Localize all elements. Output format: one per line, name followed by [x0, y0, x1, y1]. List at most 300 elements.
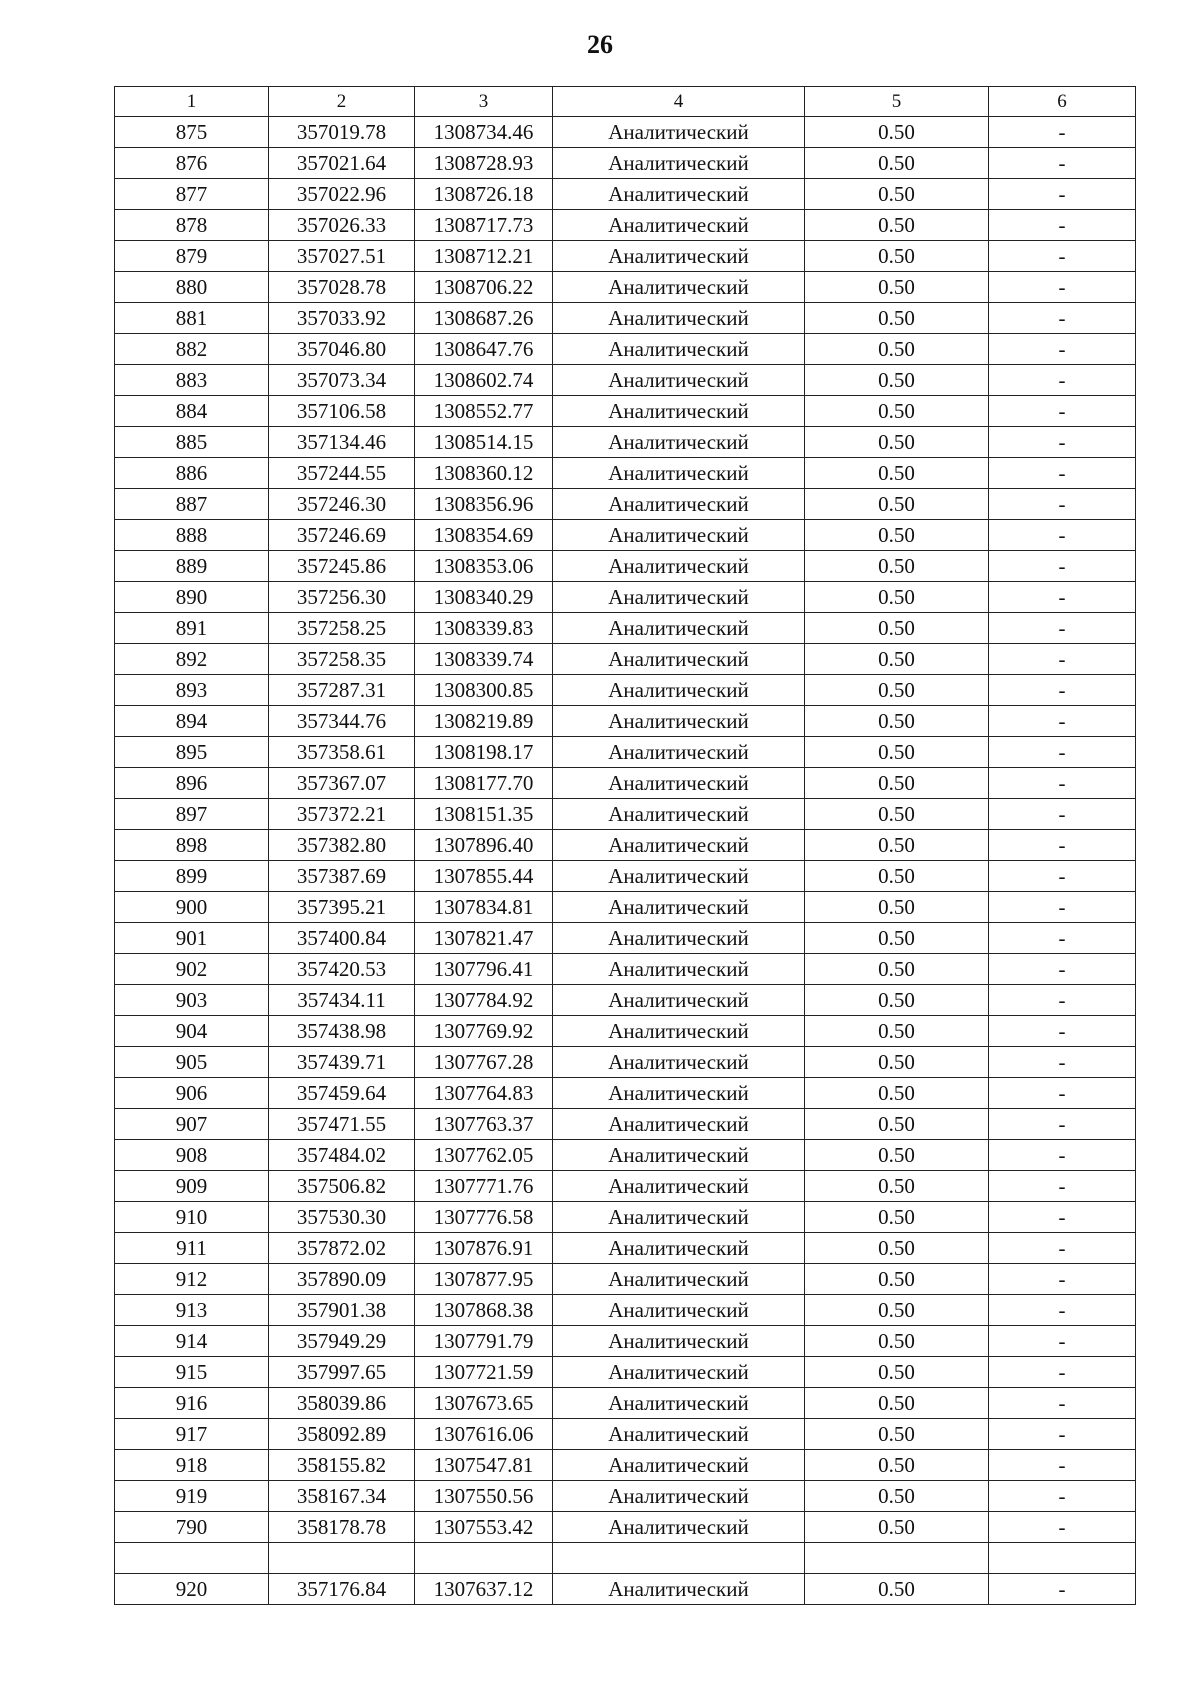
table-cell: 905: [115, 1047, 269, 1078]
table-cell: -: [989, 613, 1136, 644]
table-cell: 1308552.77: [415, 396, 553, 427]
table-cell: 790: [115, 1512, 269, 1543]
table-cell: 894: [115, 706, 269, 737]
table-cell: 357244.55: [269, 458, 415, 489]
table-cell: 0.50: [805, 830, 989, 861]
table-cell: 886: [115, 458, 269, 489]
table-cell: 357073.34: [269, 365, 415, 396]
table-cell: 875: [115, 117, 269, 148]
table-row: [115, 241, 1136, 272]
table-row: [115, 923, 1136, 954]
table-cell: 909: [115, 1171, 269, 1202]
table-cell: 1307767.28: [415, 1047, 553, 1078]
table-cell: -: [989, 1078, 1136, 1109]
table-cell: [989, 1543, 1136, 1574]
table-cell: 357506.82: [269, 1171, 415, 1202]
table-cell: Аналитический: [553, 1047, 805, 1078]
table-cell: 357372.21: [269, 799, 415, 830]
table-cell: 1308514.15: [415, 427, 553, 458]
table-cell: 913: [115, 1295, 269, 1326]
table-cell: 918: [115, 1450, 269, 1481]
table-cell: -: [989, 1171, 1136, 1202]
table-cell: 0.50: [805, 582, 989, 613]
table-cell: 1308734.46: [415, 117, 553, 148]
table-cell: Аналитический: [553, 799, 805, 830]
table-cell: -: [989, 179, 1136, 210]
table-row: [115, 1233, 1136, 1264]
table-row: [115, 148, 1136, 179]
table-cell: Аналитический: [553, 1202, 805, 1233]
table-cell: Аналитический: [553, 365, 805, 396]
table-cell: 1307868.38: [415, 1295, 553, 1326]
table-cell: 357033.92: [269, 303, 415, 334]
table-cell: 1308300.85: [415, 675, 553, 706]
table-cell: 1307896.40: [415, 830, 553, 861]
table-cell: 889: [115, 551, 269, 582]
table-cell: -: [989, 458, 1136, 489]
table-cell: 1308177.70: [415, 768, 553, 799]
table-cell: -: [989, 1016, 1136, 1047]
table-row: [115, 830, 1136, 861]
table-cell: -: [989, 1109, 1136, 1140]
table-cell: -: [989, 1512, 1136, 1543]
table-cell: 903: [115, 985, 269, 1016]
table-row: [115, 1481, 1136, 1512]
table-cell: Аналитический: [553, 1512, 805, 1543]
table-row: [115, 861, 1136, 892]
table-cell: -: [989, 830, 1136, 861]
table-cell: 0.50: [805, 489, 989, 520]
table-row: [115, 520, 1136, 551]
table-cell: Аналитический: [553, 179, 805, 210]
table-cell: 1308340.29: [415, 582, 553, 613]
table-row: [115, 1512, 1136, 1543]
table-cell: 0.50: [805, 179, 989, 210]
table-cell: 888: [115, 520, 269, 551]
table-cell: 357387.69: [269, 861, 415, 892]
table-cell: 1307876.91: [415, 1233, 553, 1264]
column-header: 4: [553, 87, 805, 117]
coordinates-table: [114, 86, 1136, 1605]
table-cell: 0.50: [805, 1295, 989, 1326]
table-row: [115, 768, 1136, 799]
table-cell: 357046.80: [269, 334, 415, 365]
table-cell: -: [989, 210, 1136, 241]
table-cell: 357246.69: [269, 520, 415, 551]
table-cell: 0.50: [805, 799, 989, 830]
table-cell: 1307821.47: [415, 923, 553, 954]
table-cell: 357246.30: [269, 489, 415, 520]
table-cell: 1308728.93: [415, 148, 553, 179]
table-cell: 1307553.42: [415, 1512, 553, 1543]
table-cell: 879: [115, 241, 269, 272]
table-cell: Аналитический: [553, 1450, 805, 1481]
table-cell: 877: [115, 179, 269, 210]
table-cell: 1307616.06: [415, 1419, 553, 1450]
table-row: [115, 210, 1136, 241]
table-cell: 1307637.12: [415, 1574, 553, 1605]
table-cell: 1308687.26: [415, 303, 553, 334]
table-cell: 358178.78: [269, 1512, 415, 1543]
table-cell: 0.50: [805, 644, 989, 675]
table-cell: Аналитический: [553, 1109, 805, 1140]
table-cell: 882: [115, 334, 269, 365]
table-cell: 1307763.37: [415, 1109, 553, 1140]
table-cell: 885: [115, 427, 269, 458]
column-header: 6: [989, 87, 1136, 117]
table-cell: [115, 1543, 269, 1574]
table-cell: -: [989, 861, 1136, 892]
table-row: [115, 675, 1136, 706]
table-row: [115, 427, 1136, 458]
table-cell: 357890.09: [269, 1264, 415, 1295]
table-cell: 890: [115, 582, 269, 613]
table-cell: -: [989, 1047, 1136, 1078]
table-cell: -: [989, 1481, 1136, 1512]
table-cell: Аналитический: [553, 1233, 805, 1264]
table-row: [115, 1264, 1136, 1295]
table-row: [115, 334, 1136, 365]
table-cell: 0.50: [805, 1419, 989, 1450]
table-cell: 898: [115, 830, 269, 861]
table-cell: 920: [115, 1574, 269, 1605]
table-cell: Аналитический: [553, 613, 805, 644]
table-cell: 0.50: [805, 1016, 989, 1047]
table-cell: Аналитический: [553, 706, 805, 737]
table-cell: -: [989, 954, 1136, 985]
table-cell: 0.50: [805, 768, 989, 799]
table-cell: Аналитический: [553, 923, 805, 954]
table-cell: -: [989, 892, 1136, 923]
table-cell: 1307796.41: [415, 954, 553, 985]
table-row: [115, 706, 1136, 737]
table-row: [115, 1171, 1136, 1202]
table-row: [115, 613, 1136, 644]
table-cell: 357358.61: [269, 737, 415, 768]
table-cell: Аналитический: [553, 1357, 805, 1388]
table-cell: Аналитический: [553, 427, 805, 458]
table-cell: 897: [115, 799, 269, 830]
table-cell: 1307764.83: [415, 1078, 553, 1109]
table-row: [115, 1295, 1136, 1326]
table-row: [115, 582, 1136, 613]
table-cell: 1307855.44: [415, 861, 553, 892]
table-cell: Аналитический: [553, 1574, 805, 1605]
table-row: [115, 1078, 1136, 1109]
table-cell: 0.50: [805, 210, 989, 241]
table-cell: 1307769.92: [415, 1016, 553, 1047]
table-cell: 358155.82: [269, 1450, 415, 1481]
table-cell: 1308339.83: [415, 613, 553, 644]
table-cell: 891: [115, 613, 269, 644]
table-cell: 358167.34: [269, 1481, 415, 1512]
table-cell: -: [989, 706, 1136, 737]
table-cell: 892: [115, 644, 269, 675]
page-number: 26: [587, 30, 613, 59]
table-cell: Аналитический: [553, 241, 805, 272]
table-cell: 0.50: [805, 272, 989, 303]
table-cell: 906: [115, 1078, 269, 1109]
table-cell: 0.50: [805, 737, 989, 768]
table-cell: 1308647.76: [415, 334, 553, 365]
table-row: [115, 1047, 1136, 1078]
table-cell: Аналитический: [553, 210, 805, 241]
table-cell: Аналитический: [553, 954, 805, 985]
table-cell: -: [989, 1295, 1136, 1326]
table-cell: 358092.89: [269, 1419, 415, 1450]
table-cell: 357439.71: [269, 1047, 415, 1078]
table-cell: 0.50: [805, 1574, 989, 1605]
table-cell: 1308356.96: [415, 489, 553, 520]
table-cell: -: [989, 582, 1136, 613]
table-cell: 1308706.22: [415, 272, 553, 303]
table-cell: Аналитический: [553, 303, 805, 334]
table-cell: 881: [115, 303, 269, 334]
table-cell: 357106.58: [269, 396, 415, 427]
table-cell: [269, 1543, 415, 1574]
column-header: 1: [115, 87, 269, 117]
table-cell: 357176.84: [269, 1574, 415, 1605]
table-cell: -: [989, 768, 1136, 799]
table-cell: 1307791.79: [415, 1326, 553, 1357]
table-cell: 1307547.81: [415, 1450, 553, 1481]
table-cell: 912: [115, 1264, 269, 1295]
table-cell: 915: [115, 1357, 269, 1388]
table-cell: 0.50: [805, 117, 989, 148]
table-cell: 0.50: [805, 892, 989, 923]
table-cell: 900: [115, 892, 269, 923]
header-row: [115, 87, 1136, 117]
table-cell: -: [989, 985, 1136, 1016]
table-row: [115, 1202, 1136, 1233]
table-cell: 1307762.05: [415, 1140, 553, 1171]
table-cell: 887: [115, 489, 269, 520]
table-cell: Аналитический: [553, 1295, 805, 1326]
table-cell: 357901.38: [269, 1295, 415, 1326]
table-cell: 1307550.56: [415, 1481, 553, 1512]
table-row: [115, 117, 1136, 148]
table-cell: -: [989, 427, 1136, 458]
table-cell: 895: [115, 737, 269, 768]
table-cell: 0.50: [805, 1233, 989, 1264]
table-cell: 904: [115, 1016, 269, 1047]
table-cell: 0.50: [805, 1512, 989, 1543]
table-cell: -: [989, 1140, 1136, 1171]
table-cell: -: [989, 737, 1136, 768]
table-cell: Аналитический: [553, 892, 805, 923]
table-cell: 0.50: [805, 613, 989, 644]
table-cell: [805, 1543, 989, 1574]
table-cell: 880: [115, 272, 269, 303]
table-cell: 0.50: [805, 954, 989, 985]
table-cell: -: [989, 923, 1136, 954]
table-cell: 0.50: [805, 1047, 989, 1078]
table-cell: 357382.80: [269, 830, 415, 861]
table-row: [115, 892, 1136, 923]
table-cell: -: [989, 799, 1136, 830]
table-cell: 0.50: [805, 923, 989, 954]
table-cell: 357022.96: [269, 179, 415, 210]
table-cell: 1307776.58: [415, 1202, 553, 1233]
table-cell: -: [989, 1450, 1136, 1481]
table-cell: 357395.21: [269, 892, 415, 923]
table-row: [115, 303, 1136, 334]
table-cell: 884: [115, 396, 269, 427]
table-cell: 876: [115, 148, 269, 179]
table-row: [115, 179, 1136, 210]
table-cell: 0.50: [805, 1450, 989, 1481]
table-cell: 0.50: [805, 1109, 989, 1140]
table-cell: -: [989, 1233, 1136, 1264]
table-cell: -: [989, 303, 1136, 334]
table-cell: Аналитический: [553, 458, 805, 489]
table-row: [115, 1016, 1136, 1047]
table-cell: Аналитический: [553, 520, 805, 551]
table-cell: [553, 1543, 805, 1574]
table-cell: Аналитический: [553, 768, 805, 799]
table-cell: 357530.30: [269, 1202, 415, 1233]
table-cell: Аналитический: [553, 582, 805, 613]
table-cell: 911: [115, 1233, 269, 1264]
table-cell: 1308712.21: [415, 241, 553, 272]
table-cell: Аналитический: [553, 334, 805, 365]
table-cell: Аналитический: [553, 1016, 805, 1047]
table-cell: -: [989, 334, 1136, 365]
table-cell: -: [989, 1388, 1136, 1419]
table-cell: 896: [115, 768, 269, 799]
table-cell: 0.50: [805, 1264, 989, 1295]
table-cell: 1308219.89: [415, 706, 553, 737]
table-cell: Аналитический: [553, 148, 805, 179]
table-row: [115, 1326, 1136, 1357]
table-cell: 907: [115, 1109, 269, 1140]
table-cell: 1308353.06: [415, 551, 553, 582]
table-cell: 357344.76: [269, 706, 415, 737]
table-cell: 0.50: [805, 675, 989, 706]
table-row: [115, 799, 1136, 830]
table-cell: Аналитический: [553, 1171, 805, 1202]
table-cell: 0.50: [805, 1078, 989, 1109]
table-cell: 357471.55: [269, 1109, 415, 1140]
table-cell: 357258.25: [269, 613, 415, 644]
table-cell: 1308339.74: [415, 644, 553, 675]
table-cell: 883: [115, 365, 269, 396]
table-cell: [415, 1543, 553, 1574]
column-header: 3: [415, 87, 553, 117]
table-row: [115, 458, 1136, 489]
table-cell: 357028.78: [269, 272, 415, 303]
table-cell: 1308354.69: [415, 520, 553, 551]
table-cell: 0.50: [805, 985, 989, 1016]
table-cell: 357021.64: [269, 148, 415, 179]
table-cell: -: [989, 1419, 1136, 1450]
table-cell: Аналитический: [553, 396, 805, 427]
table-cell: Аналитический: [553, 830, 805, 861]
table-row: [115, 365, 1136, 396]
table-cell: -: [989, 117, 1136, 148]
table-cell: 0.50: [805, 861, 989, 892]
table-row: [115, 954, 1136, 985]
table-cell: 1308360.12: [415, 458, 553, 489]
table-cell: 919: [115, 1481, 269, 1512]
table-cell: 0.50: [805, 1357, 989, 1388]
table-cell: 0.50: [805, 1481, 989, 1512]
table-cell: Аналитический: [553, 861, 805, 892]
column-header: 2: [269, 87, 415, 117]
table-cell: -: [989, 675, 1136, 706]
table-row: [115, 1140, 1136, 1171]
table-cell: 357258.35: [269, 644, 415, 675]
table-cell: 0.50: [805, 458, 989, 489]
table-cell: -: [989, 272, 1136, 303]
table-cell: 1307771.76: [415, 1171, 553, 1202]
table-cell: 1308717.73: [415, 210, 553, 241]
table-row: [115, 489, 1136, 520]
table-cell: 357026.33: [269, 210, 415, 241]
table-cell: 910: [115, 1202, 269, 1233]
table-cell: 1307834.81: [415, 892, 553, 923]
table-cell: 1308602.74: [415, 365, 553, 396]
table-cell: 357420.53: [269, 954, 415, 985]
table-cell: -: [989, 551, 1136, 582]
table-cell: 357027.51: [269, 241, 415, 272]
table-row: [115, 396, 1136, 427]
table-cell: 357245.86: [269, 551, 415, 582]
table-cell: Аналитический: [553, 1078, 805, 1109]
table-cell: 357949.29: [269, 1326, 415, 1357]
table-cell: Аналитический: [553, 489, 805, 520]
table-cell: 1307784.92: [415, 985, 553, 1016]
table-row: [115, 1450, 1136, 1481]
table-cell: -: [989, 644, 1136, 675]
table-cell: 0.50: [805, 1388, 989, 1419]
table-cell: -: [989, 148, 1136, 179]
table-cell: 878: [115, 210, 269, 241]
table-row: [115, 1109, 1136, 1140]
table-cell: -: [989, 489, 1136, 520]
table-cell: 358039.86: [269, 1388, 415, 1419]
table-cell: 357287.31: [269, 675, 415, 706]
table-cell: 1307877.95: [415, 1264, 553, 1295]
table-cell: Аналитический: [553, 1264, 805, 1295]
table-cell: -: [989, 520, 1136, 551]
table-cell: Аналитический: [553, 1326, 805, 1357]
table-cell: 908: [115, 1140, 269, 1171]
table-cell: 357872.02: [269, 1233, 415, 1264]
table-cell: 0.50: [805, 241, 989, 272]
table-cell: Аналитический: [553, 1419, 805, 1450]
table-cell: -: [989, 1264, 1136, 1295]
table-cell: 1307721.59: [415, 1357, 553, 1388]
table-cell: Аналитический: [553, 551, 805, 582]
table-cell: 357997.65: [269, 1357, 415, 1388]
table-cell: 357256.30: [269, 582, 415, 613]
table-cell: Аналитический: [553, 272, 805, 303]
table-cell: Аналитический: [553, 1140, 805, 1171]
table-cell: 357484.02: [269, 1140, 415, 1171]
table-cell: Аналитический: [553, 1388, 805, 1419]
table-cell: 0.50: [805, 520, 989, 551]
table-cell: 0.50: [805, 551, 989, 582]
table-row: [115, 985, 1136, 1016]
table-cell: 1308198.17: [415, 737, 553, 768]
table-cell: 0.50: [805, 706, 989, 737]
table-row: [115, 1574, 1136, 1605]
table-cell: 1307673.65: [415, 1388, 553, 1419]
table-cell: 0.50: [805, 1326, 989, 1357]
table-cell: 893: [115, 675, 269, 706]
table-cell: 357438.98: [269, 1016, 415, 1047]
